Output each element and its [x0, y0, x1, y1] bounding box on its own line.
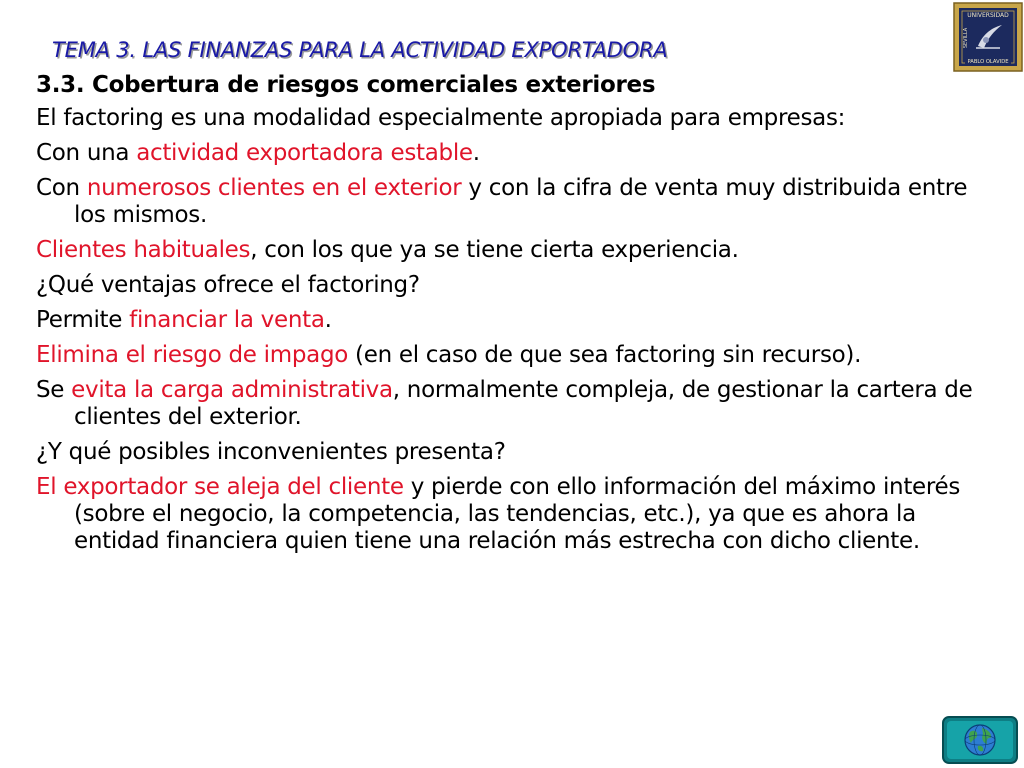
body-text: y con la cifra de venta muy distribuida entre los mismos.: [74, 175, 968, 228]
highlighted-text: Elimina el riesgo de impago: [36, 342, 349, 368]
highlighted-text: actividad exportadora estable: [136, 140, 473, 166]
logo-text-bottom: PABLO OLAVIDE: [967, 59, 1009, 65]
highlighted-text: Clientes habituales: [36, 237, 251, 263]
paragraph-10: [36, 474, 976, 555]
paragraph-6: [36, 307, 976, 334]
logo-text-side: SEVILLA: [963, 27, 969, 49]
paragraph-2: [36, 140, 976, 167]
globe-nav-icon[interactable]: [942, 716, 1018, 764]
paragraph-3: [36, 175, 976, 229]
paragraph-5: [36, 272, 976, 299]
body-text: Con: [36, 175, 87, 201]
highlighted-text: numerosos clientes en el exterior: [86, 175, 462, 201]
highlighted-text: El exportador se aleja del cliente: [36, 474, 404, 500]
paragraph-8: [36, 377, 976, 431]
body-text: , con los que ya se tiene cierta experiencia.: [250, 237, 739, 263]
paragraph-7: [36, 342, 976, 369]
logo-text-top: UNIVERSIDAD: [967, 12, 1009, 19]
paragraph-4: [36, 237, 976, 264]
body-text: El factoring es una modalidad especialmente apropiada para empresas:: [36, 105, 846, 131]
body-text: , normalmente compleja, de gestionar la cartera de clientes del exterior.: [74, 377, 973, 430]
slide-body: [36, 72, 976, 563]
body-text: ¿Y qué posibles inconvenientes presenta?: [36, 439, 506, 465]
paragraph-list: [36, 105, 976, 555]
highlighted-text: evita la carga administrativa: [71, 377, 393, 403]
body-text: .: [472, 140, 480, 166]
section-heading: 3.3. Cobertura de riesgos comerciales exteriores: [36, 72, 656, 98]
body-text: y pierde con ello información del máximo interés (sobre el negocio, la competencia, las tendencias, etc.), ya que es ahora la entidad financiera quien tiene una relación más estrecha con dicho cliente.: [74, 474, 961, 554]
body-text: (en el caso de que sea factoring sin recurso).: [348, 342, 862, 368]
body-text: Con una: [36, 140, 137, 166]
body-text: Permite: [36, 307, 130, 333]
university-seal-icon: [953, 2, 1023, 72]
body-text: .: [324, 307, 332, 333]
body-text: ¿Qué ventajas ofrece el factoring?: [36, 272, 420, 298]
highlighted-text: financiar la venta: [129, 307, 325, 333]
paragraph-1: [36, 105, 976, 132]
paragraph-9: [36, 439, 976, 466]
body-text: Se: [36, 377, 72, 403]
slide-title: TEMA 3. LAS FINANZAS PARA LA ACTIVIDAD EXPORTADORA: [52, 38, 668, 62]
